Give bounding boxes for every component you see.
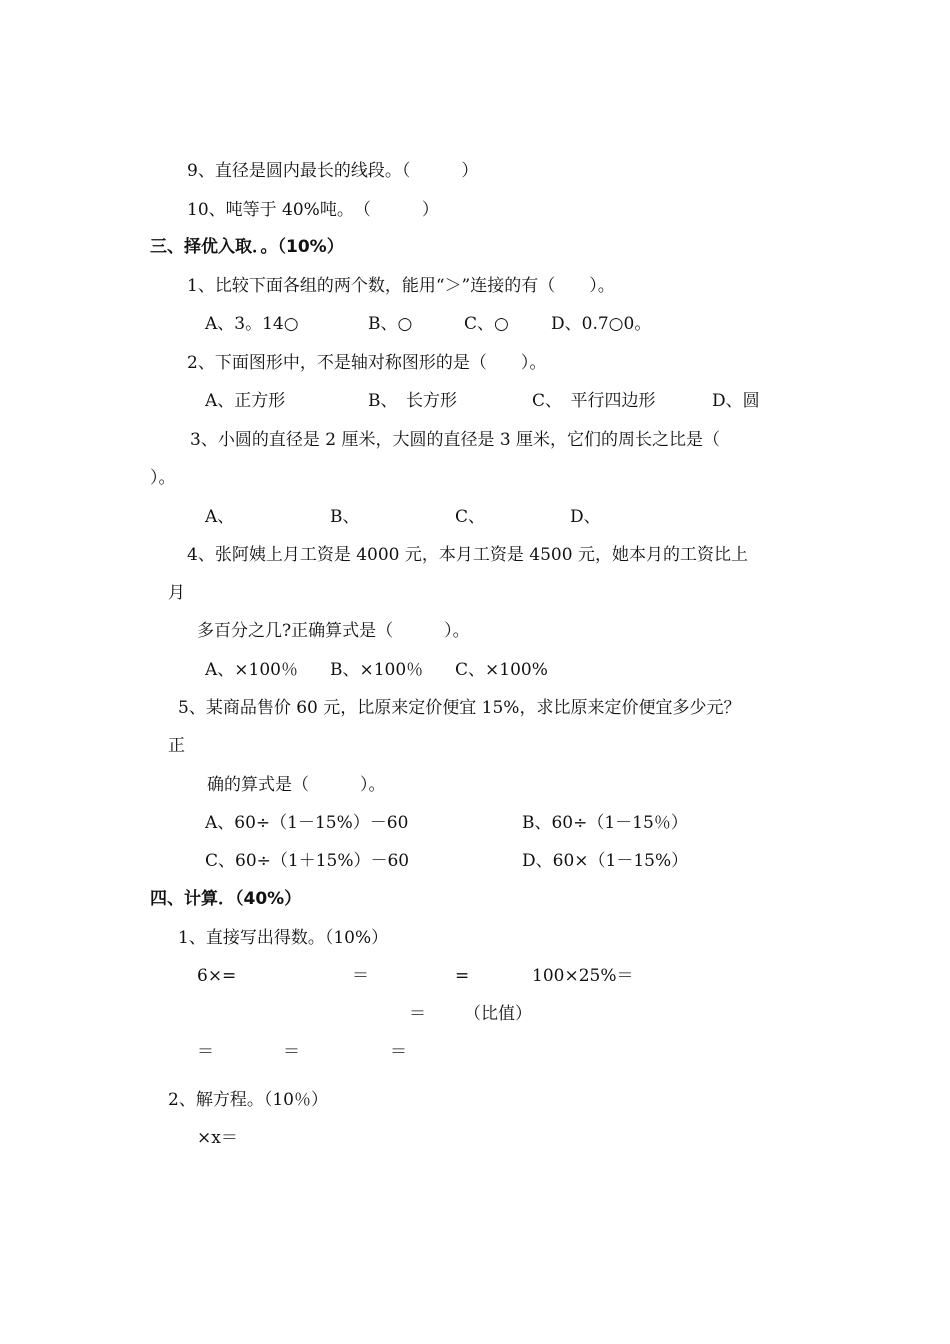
s3-question-4-stem-cont2: 多百分之几?正确算式是（ ）。 [197,621,470,641]
s3-question-5-stem-cont1: 正 [168,736,185,756]
s3-q5-option-d: D、60×（1－15%） [522,851,689,871]
s3-question-3-stem: 3、小圆的直径是 2 厘米，大圆的直径是 3 厘米，它们的周长之比是（ [190,430,721,450]
s3-q5-option-b: B、60÷（1－15％） [522,813,688,833]
s4-q1-item-2: ＝ [352,966,369,986]
s4-question-1-stem: 1、直接写出得数。（10%） [178,928,389,948]
s3-q4-option-c: C、×100% [455,660,548,680]
s4-question-2-stem: 2、解方程。（10％） [168,1090,328,1110]
s4-q1-item-1: 6×= [197,966,237,986]
s4-q1-item-5-note: （比值） [464,1004,532,1024]
s4-q2-equation-1: ×x＝ [197,1128,238,1148]
s3-q5-option-a: A、60÷（1－15%）－60 [205,813,409,833]
question-9: 9、直径是圆内最长的线段。（ ） [187,161,479,181]
s3-q2-option-d: D、圆 [712,391,760,411]
section-3-heading: 三、择优入取．。（10%） [150,237,344,257]
s3-question-5-stem-cont2: 确的算式是（ ）。 [207,775,386,795]
s3-question-2-stem: 2、下面图形中，不是轴对称图形的是（ ）。 [187,353,547,373]
s3-q4-option-b: B、×100％ [330,660,424,680]
s3-question-5-stem: 5、某商品售价 60 元，比原来定价便宜 15%，求比原来定价便宜多少元？ [178,698,741,718]
s3-q3-option-d: D、 [570,507,601,527]
s3-q3-option-b: B、 [330,507,360,527]
s4-q1-item-7: ＝ [283,1042,300,1062]
s3-question-4-stem: 4、张阿姨上月工资是 4000 元，本月工资是 4500 元，她本月的工资比上 [187,545,748,565]
s3-q4-option-a: A、×100％ [205,660,298,680]
s3-q1-option-a: A、3。14○ [205,314,299,334]
s3-q2-option-c: C、 平行四边形 [532,391,656,411]
s4-q1-item-5: ＝ [409,1004,426,1024]
s4-q1-item-4: 100×25%＝ [532,966,634,986]
s4-q1-item-8: ＝ [390,1042,407,1062]
section-4-heading: 四、计算．（40%） [150,889,302,909]
s3-q1-option-d: D、0.7○0。 [551,314,652,334]
s3-question-3-stem-cont: ）。 [150,468,176,488]
s3-q3-option-a: A、 [205,507,235,527]
s3-q5-option-c: C、60÷（1＋15%）－60 [205,851,410,871]
s3-q3-option-c: C、 [455,507,486,527]
s3-q2-option-a: A、正方形 [205,391,286,411]
s4-q1-item-3: = [455,966,470,986]
s3-q1-option-b: B、○ [368,314,413,334]
s4-q1-item-6: ＝ [197,1042,214,1062]
question-10: 10、吨等于 40%吨。 （ ） [187,200,439,220]
s3-q2-option-b: B、 长方形 [368,391,457,411]
s3-question-1-stem: 1、比较下面各组的两个数，能用“＞”连接的有（ ）。 [187,276,615,296]
s3-question-4-stem-cont1: 月 [168,583,185,603]
s3-q1-option-c: C、○ [464,314,509,334]
